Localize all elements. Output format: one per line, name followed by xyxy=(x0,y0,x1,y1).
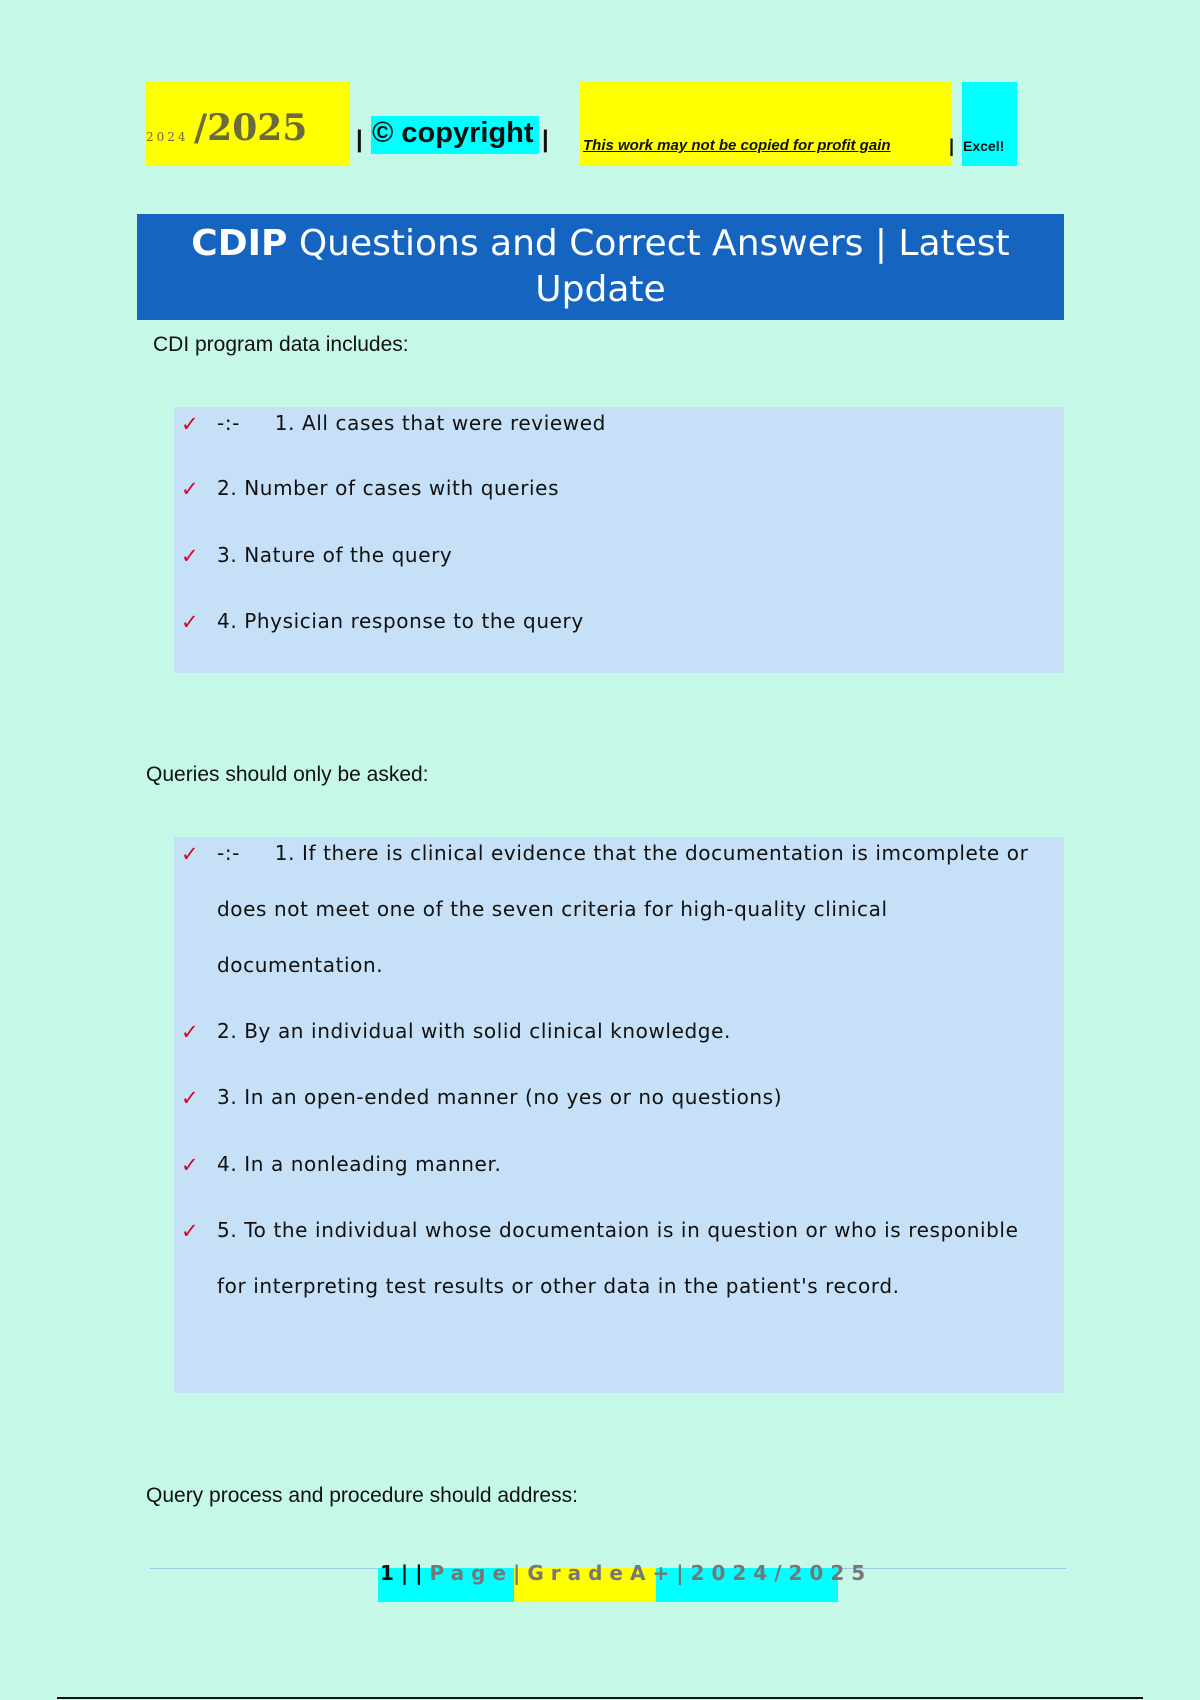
check-icon: ✓ xyxy=(181,1020,200,1044)
item-text: 2. Number of cases with queries xyxy=(217,476,560,500)
item-text: -:- 1. If there is clinical evidence that the documentation is imcomplete or does not meet one of the seven criteria for high-quality clinical documentation. xyxy=(217,841,1036,977)
separator-pipe: | xyxy=(949,136,955,156)
page-footer xyxy=(380,1561,872,1585)
answer-box xyxy=(174,837,1064,1393)
item-text: 3. Nature of the query xyxy=(217,543,453,567)
check-icon: ✓ xyxy=(181,1086,200,1110)
excel-label: Excel! xyxy=(963,138,1005,154)
check-icon: ✓ xyxy=(181,1219,200,1243)
list-item xyxy=(174,1153,1064,1193)
item-text: 3. In an open-ended manner (no yes or no questions) xyxy=(217,1085,783,1109)
section-label: Queries should only be asked: xyxy=(146,763,429,786)
check-icon: ✓ xyxy=(181,610,200,634)
page-title xyxy=(137,214,1064,320)
footer-text: Page|GradeA+|2024/2025 xyxy=(429,1561,873,1585)
check-icon: ✓ xyxy=(181,477,200,501)
section-label: CDI program data includes: xyxy=(153,333,409,356)
check-icon: ✓ xyxy=(181,1153,200,1177)
check-icon: ✓ xyxy=(181,544,200,568)
item-text: 4. Physician response to the query xyxy=(217,609,584,633)
separator-pipe: | xyxy=(356,126,363,153)
page-bottom-rule xyxy=(57,1697,1143,1699)
copy-notice: This work may not be copied for profit gain xyxy=(583,137,891,154)
list-item xyxy=(174,412,1064,452)
section-label: Query process and procedure should address: xyxy=(146,1484,578,1507)
list-item xyxy=(174,610,1064,650)
list-item xyxy=(174,477,1064,517)
list-item xyxy=(174,842,1064,1002)
title-bold: CDIP xyxy=(191,223,288,264)
copyright-label: © copyright xyxy=(372,117,534,149)
check-icon: ✓ xyxy=(181,842,200,866)
list-item xyxy=(174,1086,1064,1126)
item-text: 5. To the individual whose documentaion is in question or who is responible for interpreting test results or other data in the patient's record. xyxy=(217,1218,1019,1298)
year-large: /2025 xyxy=(194,107,308,149)
item-text: 4. In a nonleading manner. xyxy=(217,1152,502,1176)
item-text: 2. By an individual with solid clinical knowledge. xyxy=(217,1019,731,1043)
item-text: -:- 1. All cases that were reviewed xyxy=(217,411,606,435)
page-number: 1|| xyxy=(380,1561,430,1585)
check-icon: ✓ xyxy=(181,412,200,436)
list-item xyxy=(174,1020,1064,1060)
separator-pipe: | xyxy=(542,126,549,153)
title-rest: Questions and Correct Answers | Latest Update xyxy=(287,223,1010,310)
year-small: 2024 xyxy=(146,130,189,144)
answer-box xyxy=(174,407,1064,673)
list-item xyxy=(174,1219,1064,1379)
list-item xyxy=(174,544,1064,584)
